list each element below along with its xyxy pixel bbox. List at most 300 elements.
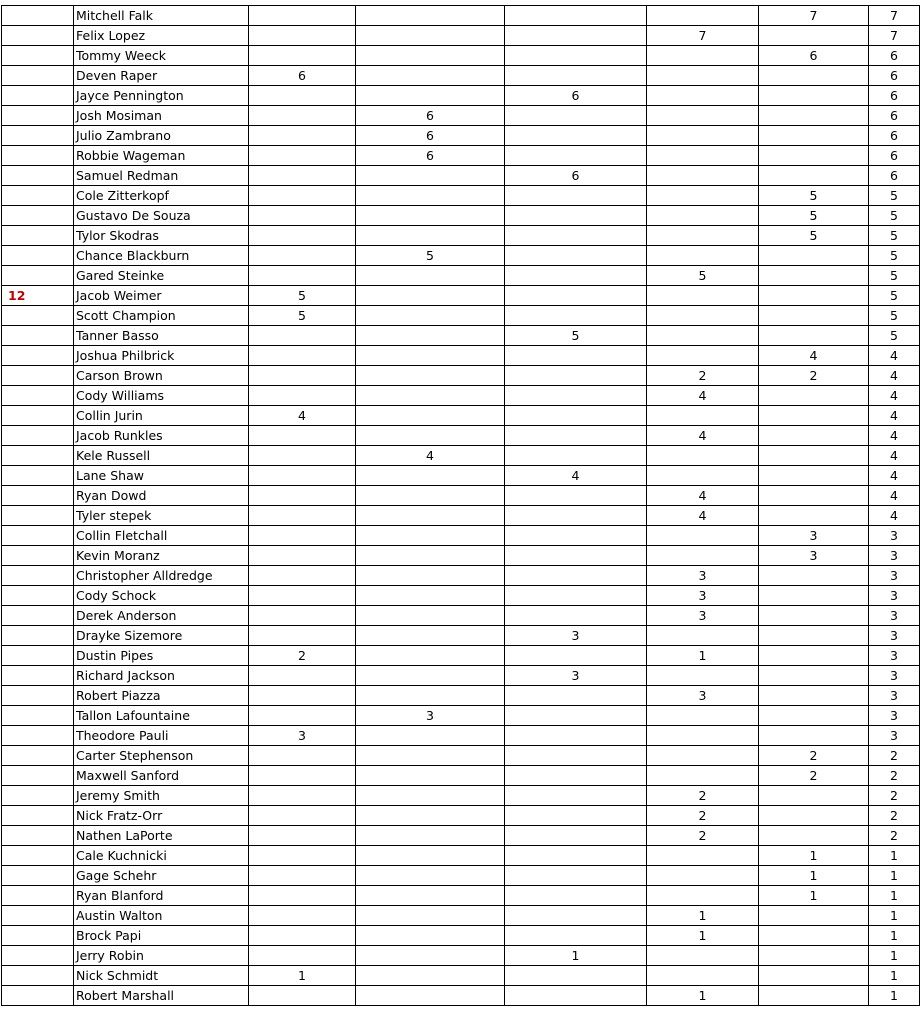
round-2-points-cell (356, 666, 505, 686)
round-5-points-cell (759, 126, 869, 146)
total-points-cell: 1 (869, 846, 920, 866)
round-2-points-cell (356, 66, 505, 86)
round-4-points-cell: 1 (647, 926, 759, 946)
round-2-points-cell (356, 586, 505, 606)
rider-name-cell: Carter Stephenson (74, 746, 249, 766)
round-4-points-cell: 4 (647, 426, 759, 446)
round-4-points-cell: 3 (647, 586, 759, 606)
round-1-points-cell (249, 626, 356, 646)
round-4-points-cell (647, 546, 759, 566)
total-points-cell: 3 (869, 626, 920, 646)
round-4-points-cell (647, 206, 759, 226)
rider-name-cell: Kevin Moranz (74, 546, 249, 566)
round-3-points-cell (505, 686, 647, 706)
round-5-points-cell (759, 926, 869, 946)
rank-cell (2, 826, 74, 846)
round-5-points-cell (759, 666, 869, 686)
round-3-points-cell (505, 826, 647, 846)
round-2-points-cell (356, 806, 505, 826)
round-2-points-cell (356, 566, 505, 586)
round-2-points-cell (356, 46, 505, 66)
total-points-cell: 1 (869, 966, 920, 986)
table-row (2, 246, 920, 266)
round-4-points-cell: 4 (647, 486, 759, 506)
table-row (2, 886, 920, 906)
round-1-points-cell (249, 386, 356, 406)
rank-cell (2, 486, 74, 506)
total-points-cell: 4 (869, 446, 920, 466)
rank-cell (2, 226, 74, 246)
rank-cell (2, 86, 74, 106)
rider-name-cell: Christopher Alldredge (74, 566, 249, 586)
round-5-points-cell (759, 786, 869, 806)
table-row (2, 326, 920, 346)
round-1-points-cell (249, 6, 356, 26)
rider-name-cell: Tyler stepek (74, 506, 249, 526)
round-1-points-cell (249, 986, 356, 1006)
round-1-points-cell (249, 746, 356, 766)
rider-name-cell: Joshua Philbrick (74, 346, 249, 366)
round-2-points-cell (356, 306, 505, 326)
rider-name-cell: Brock Papi (74, 926, 249, 946)
total-points-cell: 2 (869, 826, 920, 846)
round-1-points-cell (249, 106, 356, 126)
round-1-points-cell (249, 906, 356, 926)
rider-name-cell: Gustavo De Souza (74, 206, 249, 226)
round-1-points-cell (249, 46, 356, 66)
total-points-cell: 6 (869, 126, 920, 146)
round-3-points-cell (505, 366, 647, 386)
round-4-points-cell (647, 66, 759, 86)
rider-name-cell: Drayke Sizemore (74, 626, 249, 646)
round-4-points-cell (647, 326, 759, 346)
total-points-cell: 7 (869, 6, 920, 26)
round-4-points-cell (647, 666, 759, 686)
round-5-points-cell (759, 726, 869, 746)
rider-name-cell: Austin Walton (74, 906, 249, 926)
total-points-cell: 1 (869, 886, 920, 906)
table-row (2, 146, 920, 166)
total-points-cell: 3 (869, 646, 920, 666)
table-row (2, 986, 920, 1006)
round-5-points-cell (759, 326, 869, 346)
rider-name-cell: Josh Mosiman (74, 106, 249, 126)
round-3-points-cell (505, 246, 647, 266)
round-1-points-cell (249, 506, 356, 526)
round-5-points-cell (759, 266, 869, 286)
rider-name-cell: Ryan Dowd (74, 486, 249, 506)
table-row (2, 826, 920, 846)
round-3-points-cell (505, 886, 647, 906)
round-3-points-cell (505, 646, 647, 666)
rider-name-cell: Felix Lopez (74, 26, 249, 46)
total-points-cell: 5 (869, 286, 920, 306)
round-3-points-cell (505, 986, 647, 1006)
rank-cell (2, 266, 74, 286)
table-row (2, 26, 920, 46)
table-row (2, 426, 920, 446)
round-2-points-cell (356, 686, 505, 706)
total-points-cell: 6 (869, 46, 920, 66)
round-1-points-cell (249, 246, 356, 266)
round-3-points-cell (505, 146, 647, 166)
round-4-points-cell (647, 886, 759, 906)
rank-cell (2, 786, 74, 806)
rider-name-cell: Theodore Pauli (74, 726, 249, 746)
table-row (2, 686, 920, 706)
table-row (2, 866, 920, 886)
round-4-points-cell (647, 6, 759, 26)
total-points-cell: 6 (869, 146, 920, 166)
round-2-points-cell (356, 786, 505, 806)
rider-name-cell: Scott Champion (74, 306, 249, 326)
total-points-cell: 2 (869, 746, 920, 766)
round-4-points-cell: 5 (647, 266, 759, 286)
round-3-points-cell (505, 206, 647, 226)
total-points-cell: 1 (869, 906, 920, 926)
rider-name-cell: Cody Williams (74, 386, 249, 406)
round-1-points-cell (249, 426, 356, 446)
round-5-points-cell: 5 (759, 226, 869, 246)
round-2-points-cell (356, 466, 505, 486)
round-5-points-cell (759, 146, 869, 166)
round-3-points-cell (505, 6, 647, 26)
rank-cell (2, 666, 74, 686)
table-row (2, 346, 920, 366)
rank-cell (2, 686, 74, 706)
total-points-cell: 1 (869, 926, 920, 946)
round-4-points-cell (647, 446, 759, 466)
round-5-points-cell (759, 466, 869, 486)
total-points-cell: 6 (869, 86, 920, 106)
round-4-points-cell: 7 (647, 26, 759, 46)
round-5-points-cell (759, 686, 869, 706)
round-2-points-cell (356, 866, 505, 886)
round-3-points-cell (505, 526, 647, 546)
round-4-points-cell (647, 706, 759, 726)
round-3-points-cell: 4 (505, 466, 647, 486)
rank-cell (2, 726, 74, 746)
rank-cell (2, 426, 74, 446)
round-4-points-cell (647, 86, 759, 106)
total-points-cell: 4 (869, 506, 920, 526)
round-2-points-cell (356, 946, 505, 966)
round-1-points-cell (249, 126, 356, 146)
table-row (2, 726, 920, 746)
round-3-points-cell: 6 (505, 86, 647, 106)
table-row (2, 166, 920, 186)
round-5-points-cell: 3 (759, 526, 869, 546)
round-5-points-cell (759, 486, 869, 506)
rider-name-cell: Dustin Pipes (74, 646, 249, 666)
round-1-points-cell (249, 546, 356, 566)
rank-cell (2, 326, 74, 346)
table-row (2, 106, 920, 126)
total-points-cell: 4 (869, 486, 920, 506)
round-5-points-cell: 4 (759, 346, 869, 366)
rank-cell (2, 706, 74, 726)
rank-cell (2, 606, 74, 626)
round-1-points-cell (249, 586, 356, 606)
round-5-points-cell (759, 826, 869, 846)
round-4-points-cell (647, 286, 759, 306)
rider-name-cell: Gage Schehr (74, 866, 249, 886)
round-3-points-cell (505, 786, 647, 806)
round-1-points-cell (249, 946, 356, 966)
round-4-points-cell (647, 966, 759, 986)
round-2-points-cell: 6 (356, 106, 505, 126)
total-points-cell: 5 (869, 206, 920, 226)
round-4-points-cell: 1 (647, 646, 759, 666)
rank-cell (2, 26, 74, 46)
total-points-cell: 5 (869, 306, 920, 326)
table-row (2, 306, 920, 326)
rider-name-cell: Carson Brown (74, 366, 249, 386)
round-4-points-cell (647, 866, 759, 886)
round-4-points-cell: 3 (647, 566, 759, 586)
round-5-points-cell: 1 (759, 886, 869, 906)
standings-body (2, 6, 920, 1006)
round-1-points-cell (249, 186, 356, 206)
round-2-points-cell (356, 346, 505, 366)
rank-cell (2, 806, 74, 826)
round-5-points-cell (759, 806, 869, 826)
round-1-points-cell: 1 (249, 966, 356, 986)
round-3-points-cell (505, 806, 647, 826)
round-2-points-cell (356, 6, 505, 26)
table-row (2, 286, 920, 306)
round-3-points-cell (505, 186, 647, 206)
rider-name-cell: Collin Jurin (74, 406, 249, 426)
table-row (2, 46, 920, 66)
rider-name-cell: Tallon Lafountaine (74, 706, 249, 726)
round-2-points-cell: 5 (356, 246, 505, 266)
round-3-points-cell (505, 446, 647, 466)
round-1-points-cell: 4 (249, 406, 356, 426)
rider-name-cell: Robert Piazza (74, 686, 249, 706)
total-points-cell: 5 (869, 326, 920, 346)
round-1-points-cell: 6 (249, 66, 356, 86)
total-points-cell: 2 (869, 786, 920, 806)
round-1-points-cell (249, 526, 356, 546)
round-2-points-cell (356, 386, 505, 406)
round-5-points-cell: 2 (759, 366, 869, 386)
round-5-points-cell: 6 (759, 46, 869, 66)
round-4-points-cell: 3 (647, 606, 759, 626)
total-points-cell: 3 (869, 566, 920, 586)
round-3-points-cell (505, 126, 647, 146)
rider-name-cell: Richard Jackson (74, 666, 249, 686)
rider-name-cell: Samuel Redman (74, 166, 249, 186)
round-3-points-cell (505, 406, 647, 426)
table-row (2, 786, 920, 806)
rider-name-cell: Ryan Blanford (74, 886, 249, 906)
round-5-points-cell: 7 (759, 6, 869, 26)
total-points-cell: 4 (869, 406, 920, 426)
round-4-points-cell (647, 106, 759, 126)
round-1-points-cell (249, 326, 356, 346)
rank-cell (2, 846, 74, 866)
round-2-points-cell: 6 (356, 126, 505, 146)
total-points-cell: 3 (869, 726, 920, 746)
round-1-points-cell (249, 846, 356, 866)
round-5-points-cell (759, 26, 869, 46)
round-4-points-cell (647, 186, 759, 206)
table-row (2, 366, 920, 386)
round-4-points-cell: 3 (647, 686, 759, 706)
rank-cell (2, 506, 74, 526)
rider-name-cell: Derek Anderson (74, 606, 249, 626)
round-2-points-cell (356, 986, 505, 1006)
rank-cell (2, 546, 74, 566)
rider-name-cell: Tommy Weeck (74, 46, 249, 66)
total-points-cell: 1 (869, 986, 920, 1006)
table-row (2, 906, 920, 926)
round-3-points-cell: 3 (505, 626, 647, 646)
total-points-cell: 3 (869, 586, 920, 606)
rider-name-cell: Jerry Robin (74, 946, 249, 966)
round-3-points-cell: 1 (505, 946, 647, 966)
round-5-points-cell: 1 (759, 866, 869, 886)
round-1-points-cell (249, 886, 356, 906)
round-1-points-cell (249, 566, 356, 586)
round-1-points-cell (249, 266, 356, 286)
round-2-points-cell (356, 326, 505, 346)
round-4-points-cell: 2 (647, 826, 759, 846)
round-2-points-cell: 6 (356, 146, 505, 166)
rank-cell (2, 766, 74, 786)
round-5-points-cell (759, 966, 869, 986)
round-2-points-cell (356, 626, 505, 646)
rider-name-cell: Gared Steinke (74, 266, 249, 286)
table-row (2, 646, 920, 666)
rider-name-cell: Nick Schmidt (74, 966, 249, 986)
round-1-points-cell (249, 26, 356, 46)
round-1-points-cell (249, 86, 356, 106)
rank-cell (2, 906, 74, 926)
rider-name-cell: Nathen LaPorte (74, 826, 249, 846)
total-points-cell: 3 (869, 666, 920, 686)
round-4-points-cell (647, 46, 759, 66)
rider-name-cell: Mitchell Falk (74, 6, 249, 26)
table-row (2, 266, 920, 286)
table-row (2, 566, 920, 586)
round-3-points-cell (505, 726, 647, 746)
rank-cell (2, 866, 74, 886)
round-3-points-cell (505, 346, 647, 366)
round-2-points-cell (356, 26, 505, 46)
round-2-points-cell (356, 606, 505, 626)
round-2-points-cell (356, 166, 505, 186)
rider-name-cell: Jeremy Smith (74, 786, 249, 806)
round-3-points-cell (505, 926, 647, 946)
round-3-points-cell (505, 66, 647, 86)
table-row (2, 406, 920, 426)
round-2-points-cell (356, 286, 505, 306)
round-5-points-cell (759, 446, 869, 466)
round-2-points-cell (356, 506, 505, 526)
table-row (2, 746, 920, 766)
round-2-points-cell (356, 206, 505, 226)
total-points-cell: 3 (869, 606, 920, 626)
rider-name-cell: Cale Kuchnicki (74, 846, 249, 866)
round-4-points-cell (647, 946, 759, 966)
rank-cell (2, 986, 74, 1006)
round-4-points-cell (647, 726, 759, 746)
round-4-points-cell (647, 766, 759, 786)
round-3-points-cell: 3 (505, 666, 647, 686)
rider-name-cell: Cole Zitterkopf (74, 186, 249, 206)
total-points-cell: 3 (869, 546, 920, 566)
round-2-points-cell (356, 726, 505, 746)
round-2-points-cell (356, 86, 505, 106)
round-3-points-cell (505, 706, 647, 726)
round-3-points-cell: 6 (505, 166, 647, 186)
round-2-points-cell (356, 906, 505, 926)
table-row (2, 946, 920, 966)
rank-cell (2, 586, 74, 606)
rider-name-cell: Chance Blackburn (74, 246, 249, 266)
round-2-points-cell (356, 486, 505, 506)
round-5-points-cell (759, 626, 869, 646)
round-1-points-cell (249, 446, 356, 466)
rider-name-cell: Maxwell Sanford (74, 766, 249, 786)
round-5-points-cell (759, 286, 869, 306)
table-row (2, 666, 920, 686)
round-1-points-cell (249, 926, 356, 946)
round-5-points-cell (759, 906, 869, 926)
rank-cell (2, 926, 74, 946)
table-row (2, 586, 920, 606)
round-3-points-cell (505, 266, 647, 286)
round-2-points-cell (356, 886, 505, 906)
rank-cell (2, 946, 74, 966)
round-4-points-cell (647, 346, 759, 366)
round-3-points-cell (505, 906, 647, 926)
round-4-points-cell (647, 526, 759, 546)
round-3-points-cell (505, 966, 647, 986)
round-1-points-cell (249, 826, 356, 846)
total-points-cell: 5 (869, 226, 920, 246)
round-3-points-cell: 5 (505, 326, 647, 346)
round-4-points-cell (647, 126, 759, 146)
round-4-points-cell (647, 466, 759, 486)
round-2-points-cell (356, 406, 505, 426)
rider-name-cell: Tylor Skodras (74, 226, 249, 246)
round-1-points-cell (249, 346, 356, 366)
round-4-points-cell: 1 (647, 986, 759, 1006)
rank-cell (2, 526, 74, 546)
round-5-points-cell: 5 (759, 206, 869, 226)
round-3-points-cell (505, 26, 647, 46)
round-5-points-cell (759, 606, 869, 626)
round-4-points-cell (647, 226, 759, 246)
round-2-points-cell (356, 266, 505, 286)
table-row (2, 446, 920, 466)
round-5-points-cell (759, 706, 869, 726)
round-1-points-cell (249, 486, 356, 506)
total-points-cell: 4 (869, 366, 920, 386)
round-5-points-cell (759, 386, 869, 406)
round-2-points-cell (356, 846, 505, 866)
table-row (2, 486, 920, 506)
round-5-points-cell: 2 (759, 746, 869, 766)
round-3-points-cell (505, 486, 647, 506)
total-points-cell: 7 (869, 26, 920, 46)
total-points-cell: 5 (869, 266, 920, 286)
rank-cell (2, 146, 74, 166)
table-row (2, 526, 920, 546)
